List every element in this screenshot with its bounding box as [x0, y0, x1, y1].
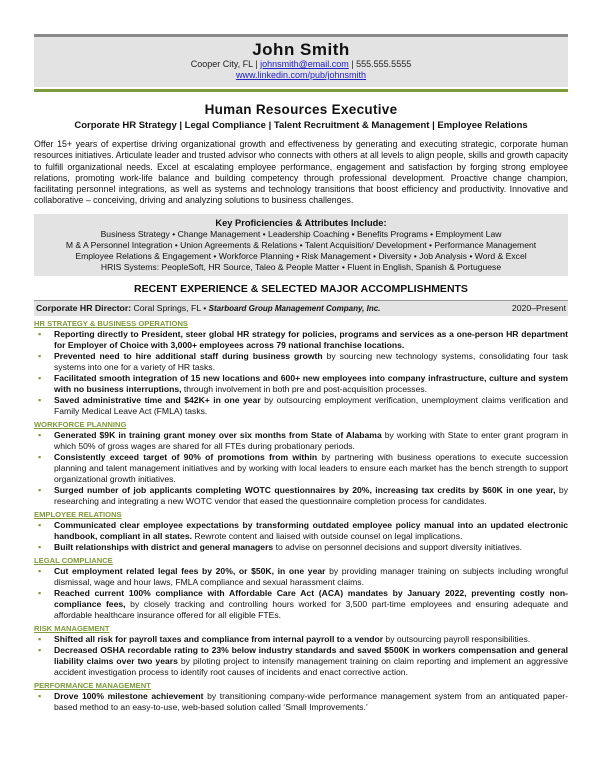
experience-heading: RECENT EXPERIENCE & SELECTED MAJOR ACCOMPLISHMENTS [134, 282, 468, 295]
bullet-item [34, 634, 568, 645]
bullet-bold: Communicated clear employee expectations by transforming outdated employee policy manual into an updated electronic handbook, compliant in all states. [54, 519, 568, 541]
bullet-item [34, 485, 568, 507]
bullet-bold: Prevented need to hire additional staff during business growth [54, 350, 323, 361]
job-dates: 2020–Present [511, 302, 566, 313]
bullet-item [34, 520, 568, 542]
bullet-item [34, 430, 568, 452]
job-info [36, 303, 380, 314]
bullet-bold: Shifted all risk for payroll taxes and compliance from internal payroll to a vendor [54, 633, 384, 644]
job-location: Coral Springs, FL • [131, 302, 209, 313]
bullet-list [34, 520, 568, 553]
bullet-text: through involvement in both pre and post-acquisition processes. [181, 383, 428, 394]
proficiencies-line: HRIS Systems: PeopleSoft, HR Source, Taleo & People Matter • Fluent in English, Spanish & Portuguese [100, 261, 502, 272]
job-org: Starboard Group Management Company, Inc. [208, 303, 381, 313]
bullet-bold: Consistently exceed target of 90% of promotions from within [54, 451, 318, 462]
bullet-bold: Reporting directly to President, steer global HR strategy for policies, programs and services as a one-person HR department for Employer of Choice with 3,000+ employees across 79 national franchise locations. [54, 328, 568, 350]
contact-line [34, 59, 568, 70]
accent-rule [34, 89, 568, 92]
bullet-text: by researching and integrating a new WOTC vendor that eased the questionnaire completion process for candidates. [54, 484, 568, 506]
job-title: Corporate HR Director: [36, 302, 132, 313]
bullet-item [34, 329, 568, 351]
summary-paragraph: Offer 15+ years of expertise driving organizational growth and effectiveness by generating and executing strategic, corporate human resources initiatives. Articulate leader and trusted advisor who connects with others at all levels to align people, skills and growth capacity to fulfill organizational needs. Excel at escalating employee performance, engagement and satisfaction by forging strong employee relations, promoting work-life balance and building competency through professional development. Proactive change champion, facilitating personnel integrations, as well as systems and technology transitions that boost efficiency and productivity. Innovative and collaborative – conceiving, driving and analyzing solutions to business challenges. [34, 139, 568, 206]
proficiencies-box [34, 214, 568, 276]
section-subheading: PERFORMANCE MANAGEMENT [34, 680, 151, 690]
bullet-bold: Surged number of job applicants completing WOTC questionnaires by 20%, increasing tax credits by $60K in one year, [54, 484, 556, 495]
bullet-text: by sourcing new technology systems, consolidating four task systems into one for a variety of HR tasks. [54, 350, 568, 372]
bullet-bold: Built relationships with district and general managers [54, 541, 274, 552]
bullet-text: by closely tracking and controlling hours worked for 3,500 part-time employees and ensuring adequate and affordable healthcare insurance offered for all eligible FTEs. [54, 598, 568, 620]
bullet-bold: Generated $9K in training grant money over six months from State of Alabama [54, 429, 382, 440]
bullet-bold: Reached current 100% compliance with Affordable Care Act (ACA) mandates by January 2022, preventing costly non-compliance fees, [54, 587, 568, 609]
bullet-item [34, 452, 568, 485]
bullet-item [34, 395, 568, 417]
resume-page [34, 34, 568, 713]
job-line [34, 300, 568, 316]
bullet-item [34, 588, 568, 621]
section-subheading: LEGAL COMPLIANCE [34, 555, 113, 565]
bullet-item [34, 373, 568, 395]
bullet-bold: Decreased OSHA recordable rating to 23% below industry standards and saved $500K in workers compensation and general liability claims over two years [54, 644, 568, 666]
bullet-text: by partnering with business operations to execute succession planning and talent management initiatives and by working with local leaders to ensure each market has the bench strength to support organizational growth initiatives. [54, 451, 568, 484]
bullet-item [34, 645, 568, 678]
bullet-list [34, 566, 568, 621]
proficiencies-line: M & A Personnel Integration • Union Agreements & Relations • Talent Acquisition/ Development • Performance Management [65, 239, 537, 250]
email-link[interactable]: johnsmith@email.com [260, 59, 349, 69]
proficiencies-line: Employee Relations & Engagement • Workforce Planning • Risk Management • Diversity • Job Analysis • Word & Excel [75, 250, 527, 261]
location: Cooper City, FL | [190, 59, 261, 69]
section-subheading: HR STRATEGY & BUSINESS OPERATIONS [34, 318, 189, 328]
header-box [34, 34, 568, 87]
resume-title: Human Resources Executive [204, 102, 398, 117]
bullet-bold: Cut employment related legal fees by 20%, or $50K, in one year [54, 565, 326, 576]
bullet-bold: Saved administrative time and $42K+ in one year [54, 394, 261, 405]
bullet-bold: Facilitated smooth integration of 15 new locations and 600+ new employees into company infrastructure, culture and system with no business interruptions, [54, 372, 568, 394]
bullet-list [34, 691, 568, 713]
bullet-text: by working with State to enter grant program in which 50% of gross wages are shared for all FTEs during probationary periods. [54, 429, 569, 451]
bullet-text: by piloting project to intensify management training on claim reporting and implement an aggressive accident investigation process to identify root causes of incidents and enact corrective action. [54, 655, 568, 677]
accomplishment-sections [34, 319, 568, 713]
candidate-name: John Smith [252, 40, 350, 59]
resume-subtitle: Corporate HR Strategy | Legal Compliance | Talent Recruitment & Management | Employee Relations [74, 120, 528, 131]
bullet-list [34, 329, 568, 417]
section-subheading: WORKFORCE PLANNING [34, 419, 127, 429]
bullet-list [34, 634, 568, 678]
bullet-text: by outsourcing employment verification, unemployment claims verification and Family Medical Leave Act (FMLA) tasks. [54, 394, 568, 416]
bullet-text: by outsourcing payroll responsibilities. [383, 633, 531, 644]
proficiencies-title: Key Proficiencies & Attributes Include: [215, 217, 387, 228]
bullet-item [34, 691, 568, 713]
bullet-text: by providing manager training on subjects including wrongful dismissal, wage and hour laws, FMLA compliance and sexual harassment claims. [54, 565, 568, 587]
phone: | 555.555.5555 [348, 59, 412, 69]
section-subheading: RISK MANAGEMENT [34, 623, 110, 633]
bullet-item [34, 351, 568, 373]
bullet-text: Rewrote content and liaised with outside counsel on legal implications. [192, 530, 463, 541]
section-subheading: EMPLOYEE RELATIONS [34, 509, 122, 519]
bullet-item [34, 566, 568, 588]
linkedin-line [34, 70, 568, 81]
bullet-bold: Drove 100% milestone achievement [54, 690, 204, 701]
linkedin-link[interactable]: www.linkedin.com/pub/johnsmith [235, 70, 367, 80]
proficiencies-line: Business Strategy • Change Management • Leadership Coaching • Benefits Programs • Employment Law [100, 228, 502, 239]
bullet-text: by transitioning company-wide performance management system from an antiquated paper-based method to an easy-to-use, web-based solution called ‘Small Improvements.’ [54, 690, 568, 712]
bullet-item [34, 542, 568, 553]
bullet-list [34, 430, 568, 507]
bullet-text: to advise on personnel decisions and support diversity initiatives. [273, 541, 523, 552]
